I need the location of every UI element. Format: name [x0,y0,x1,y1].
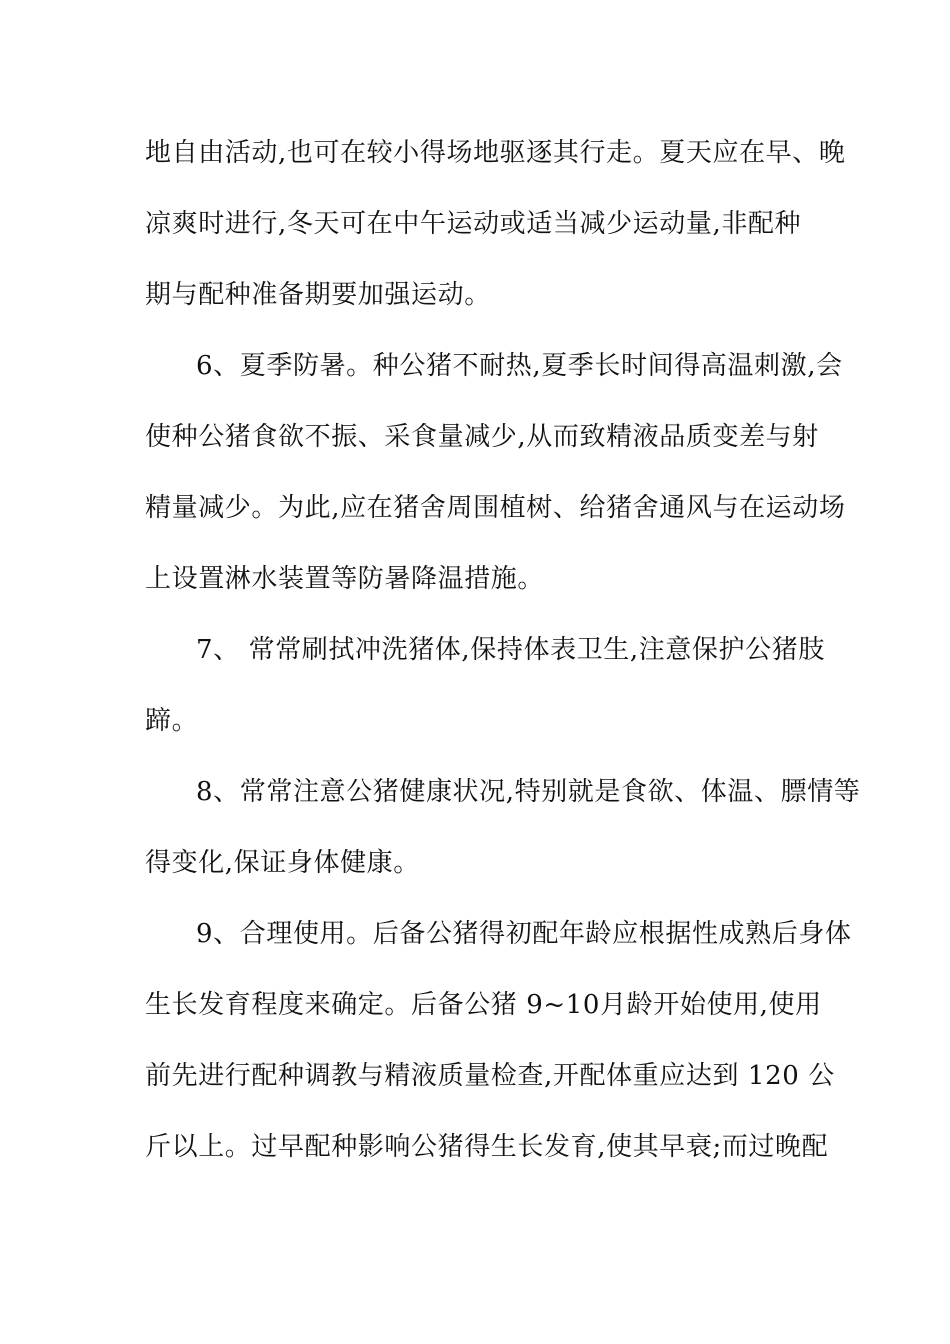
paragraph-9-line-4: 斤以上。过早配种影响公猪得生长发育,使其早衰;而过晚配 [145,1132,829,1162]
paragraph-8-line-2: 得变化,保证身体健康。 [145,848,420,878]
paragraph-7-line-1: 7、 常常刷拭冲洗猪体,保持体表卫生,注意保护公猪肢 [196,635,825,665]
paragraph-9-line-1: 9、合理使用。后备公猪得初配年龄应根据性成熟后身体 [196,919,852,949]
text-line-3: 期与配种准备期要加强运动。 [145,280,491,310]
paragraph-6-line-1: 6、夏季防暑。种公猪不耐热,夏季长时间得高温刺激,会 [196,351,843,381]
paragraph-6-line-4: 上设置淋水装置等防暑降温措施。 [145,564,545,594]
paragraph-9-line-3: 前先进行配种调教与精液质量检查,开配体重应达到 120 公 [145,1061,835,1091]
paragraph-6-line-2: 使种公猪食欲不振、采食量减少,从而致精液品质变差与射 [145,422,819,452]
paragraph-7-line-2: 蹄。 [145,706,199,736]
text-line-2: 凉爽时进行,冬天可在中午运动或适当减少运动量,非配种 [145,209,802,239]
paragraph-8-line-1: 8、常常注意公猪健康状况,特别就是食欲、体温、膘情等 [196,777,861,807]
paragraph-9-line-2: 生长发育程度来确定。后备公猪 9~10月龄开始使用,使用 [145,990,822,1020]
paragraph-6-line-3: 精量减少。为此,应在猪舍周围植树、给猪舍通风与在运动场 [145,493,846,523]
text-line-1: 地自由活动,也可在较小得场地驱逐其行走。夏天应在早、晚 [145,138,846,168]
